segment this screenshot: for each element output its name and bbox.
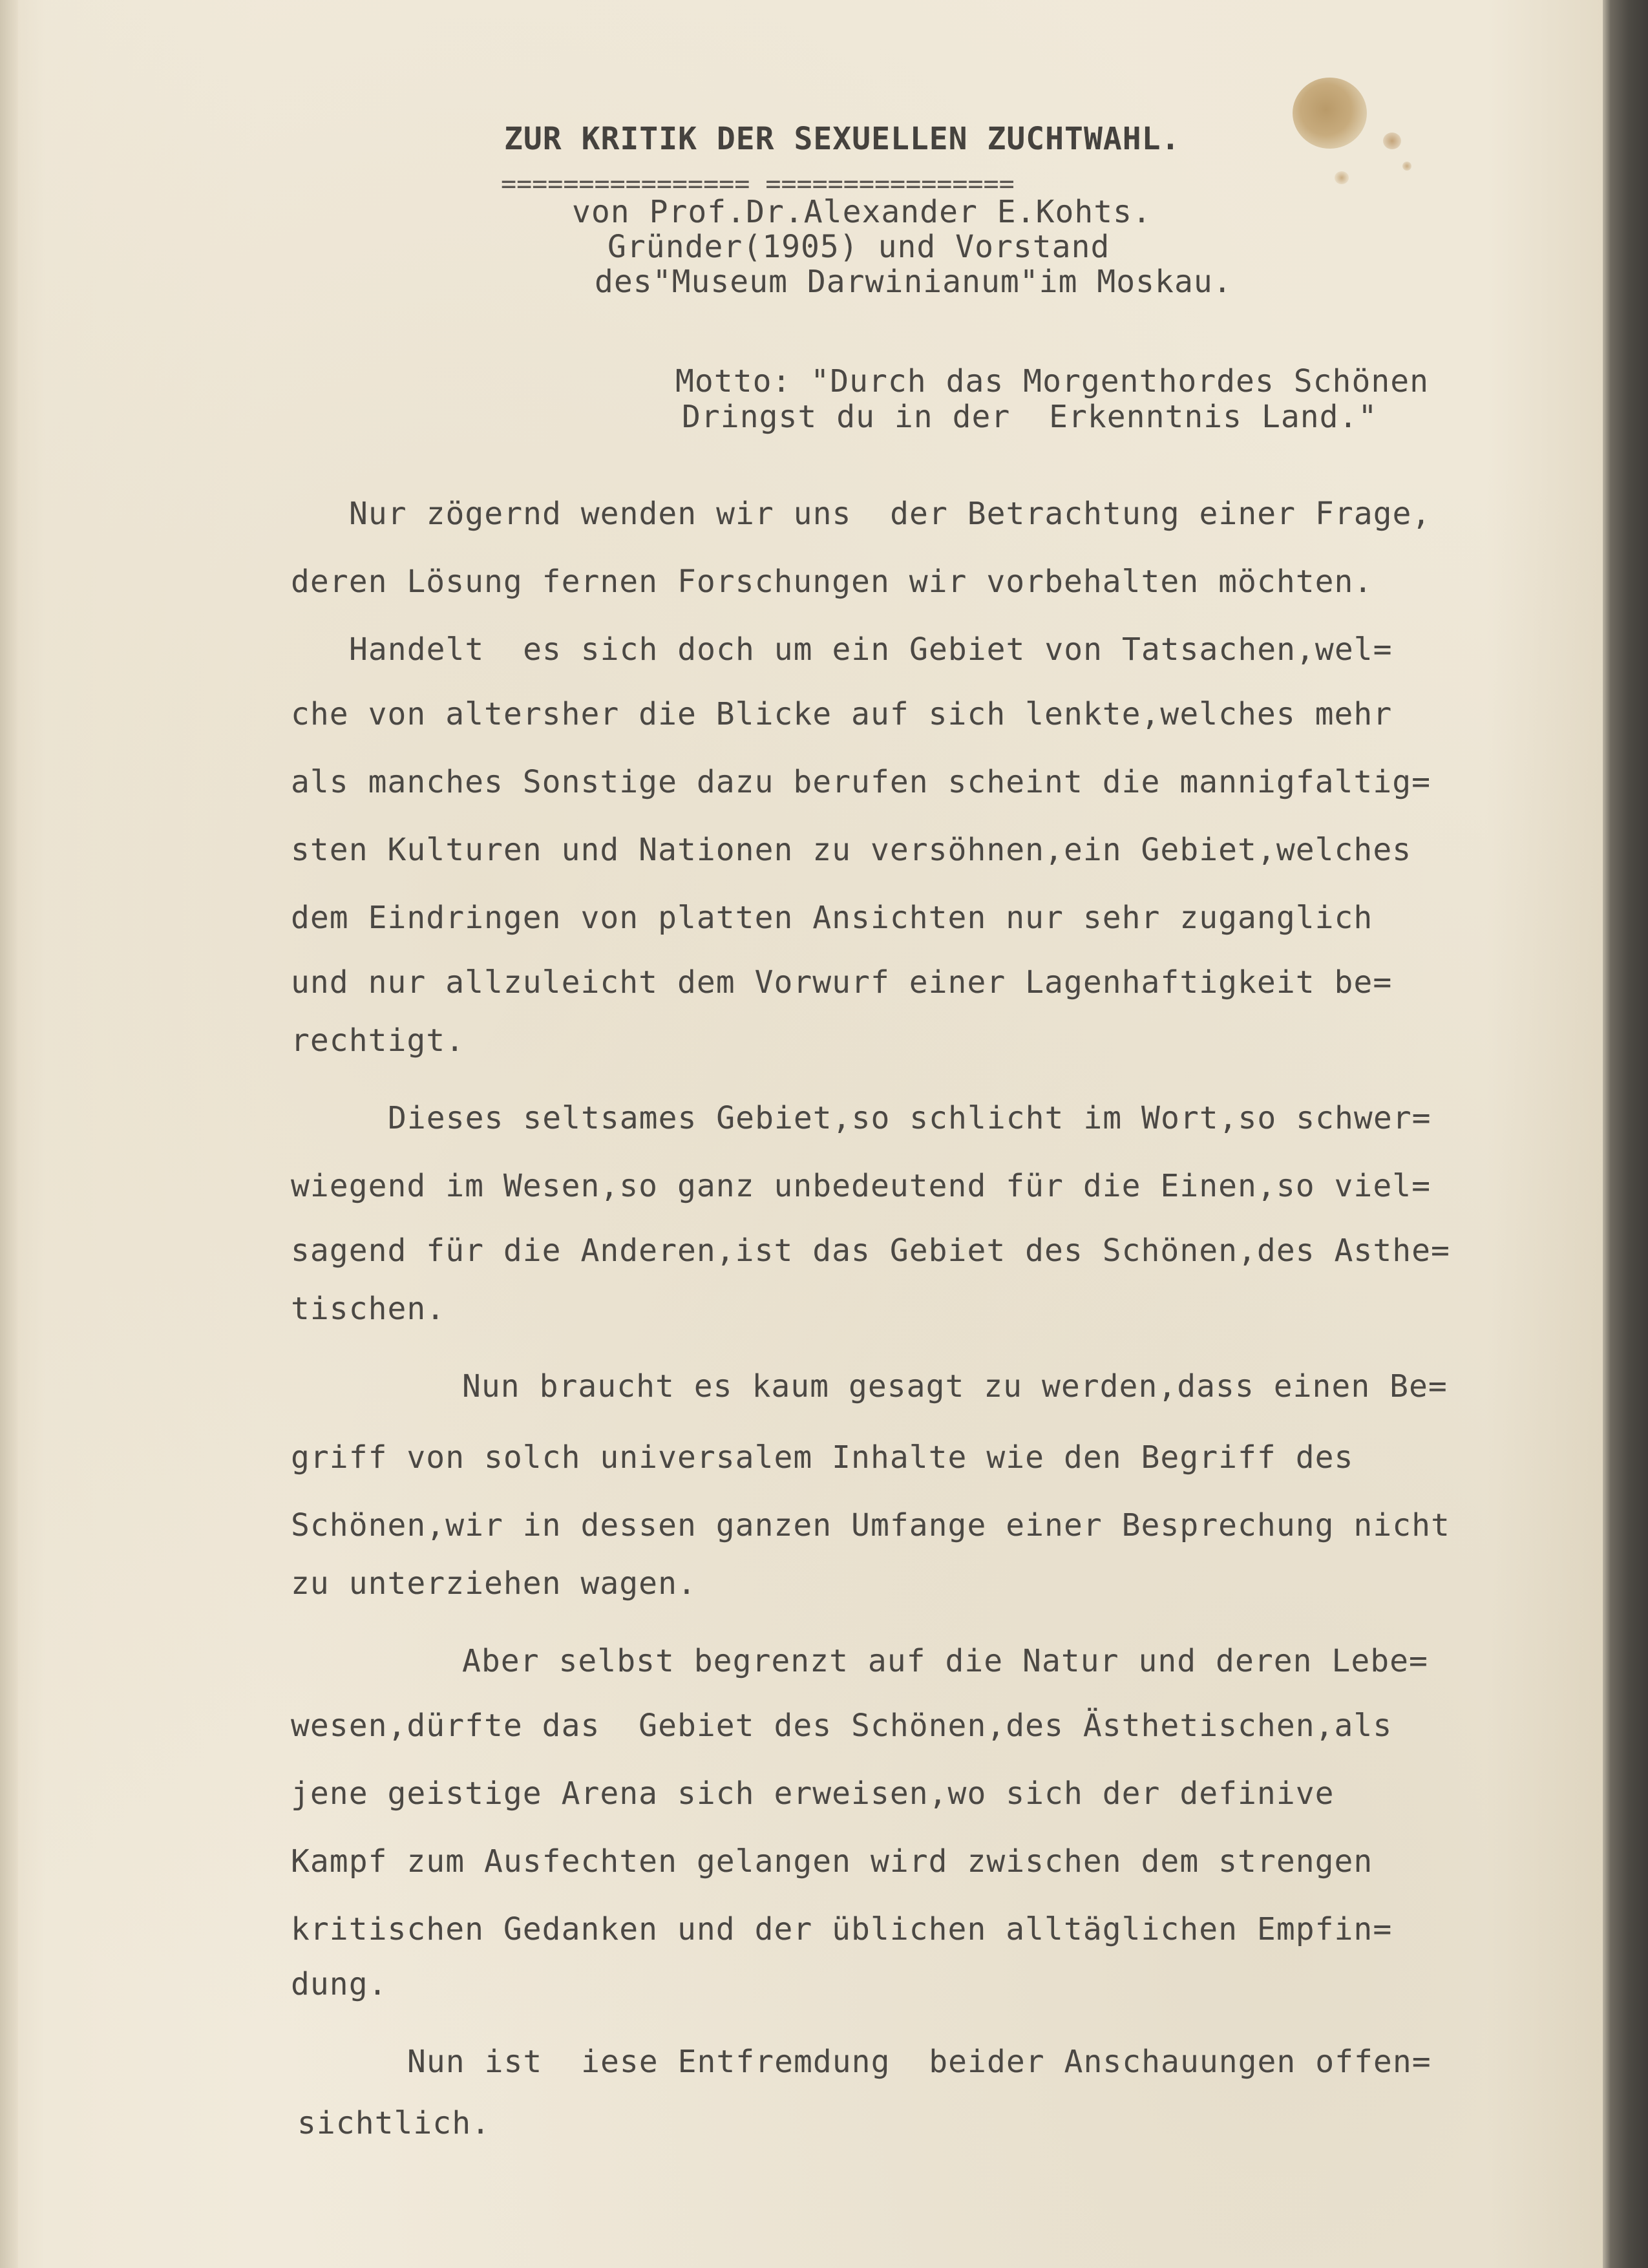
body-line: che von altersher die Blicke auf sich lenkte,welches mehr [291, 696, 1393, 732]
body-line: Aber selbst begrenzt auf die Natur und deren Lebe= [462, 1643, 1428, 1679]
body-line: tischen. [291, 1291, 446, 1327]
body-line: rechtigt. [291, 1023, 465, 1059]
author-line: von Prof.Dr.Alexander E.Kohts. [572, 194, 1152, 230]
body-line: dung. [291, 1966, 388, 2002]
body-line: wiegend im Wesen,so ganz unbedeutend für die Einen,so viel= [291, 1168, 1431, 1204]
body-line: kritischen Gedanken und der üblichen alltäglichen Empfin= [291, 1911, 1393, 1947]
title-underline: ================ ================ [501, 169, 1015, 199]
background-surface [1603, 0, 1648, 2268]
body-line: Schönen,wir in dessen ganzen Umfange einer Besprechung nicht [291, 1507, 1450, 1543]
body-line: Handelt es sich doch um ein Gebiet von Tatsachen,wel= [349, 631, 1393, 668]
body-line: Nun ist iese Entfremdung beider Anschauungen offen= [407, 2044, 1431, 2080]
coffee-stain [1293, 78, 1367, 149]
body-line: sichtlich. [297, 2105, 491, 2141]
body-line: deren Lösung fernen Forschungen wir vorbehalten möchten. [291, 564, 1373, 600]
body-line: dem Eindringen von platten Ansichten nur sehr zuganglich [291, 900, 1373, 936]
body-line: Dieses seltsames Gebiet,so schlicht im Wort,so schwer= [388, 1100, 1431, 1136]
body-line: Nur zögernd wenden wir uns der Betrachtung einer Frage, [349, 496, 1431, 532]
body-line: sagend für die Anderen,ist das Gebiet des Schönen,des Asthe= [291, 1233, 1450, 1269]
body-line: sten Kulturen und Nationen zu versöhnen,ein Gebiet,welches [291, 832, 1412, 868]
motto-line-2: Dringst du in der Erkenntnis Land." [682, 399, 1378, 435]
body-line: Kampf zum Ausfechten gelangen wird zwischen dem strengen [291, 1843, 1373, 1880]
stain-speck [1335, 171, 1349, 184]
body-line: zu unterziehen wagen. [291, 1565, 697, 1602]
founder-line: Gründer(1905) und Vorstand [607, 229, 1110, 265]
motto-line-1: Motto: "Durch das Morgenthordes Schönen [675, 363, 1430, 399]
body-line: jene geistige Arena sich erweisen,wo sich der definive [291, 1775, 1335, 1812]
body-line: wesen,dürfte das Gebiet des Schönen,des Ästhetischen,als [291, 1708, 1393, 1744]
museum-line: des"Museum Darwinianum"im Moskau. [595, 264, 1232, 300]
body-line: griff von solch universalem Inhalte wie den Begriff des [291, 1439, 1354, 1476]
body-line: Nun braucht es kaum gesagt zu werden,dass einen Be= [462, 1368, 1448, 1404]
document-title: ZUR KRITIK DER SEXUELLEN ZUCHTWAHL. [504, 121, 1181, 157]
stain-speck [1402, 162, 1411, 171]
stain-speck [1383, 132, 1401, 149]
body-line: als manches Sonstige dazu berufen scheint die mannigfaltig= [291, 764, 1431, 800]
page-binding-edge [0, 0, 18, 2268]
body-line: und nur allzuleicht dem Vorwurf einer Lagenhaftigkeit be= [291, 964, 1393, 1001]
